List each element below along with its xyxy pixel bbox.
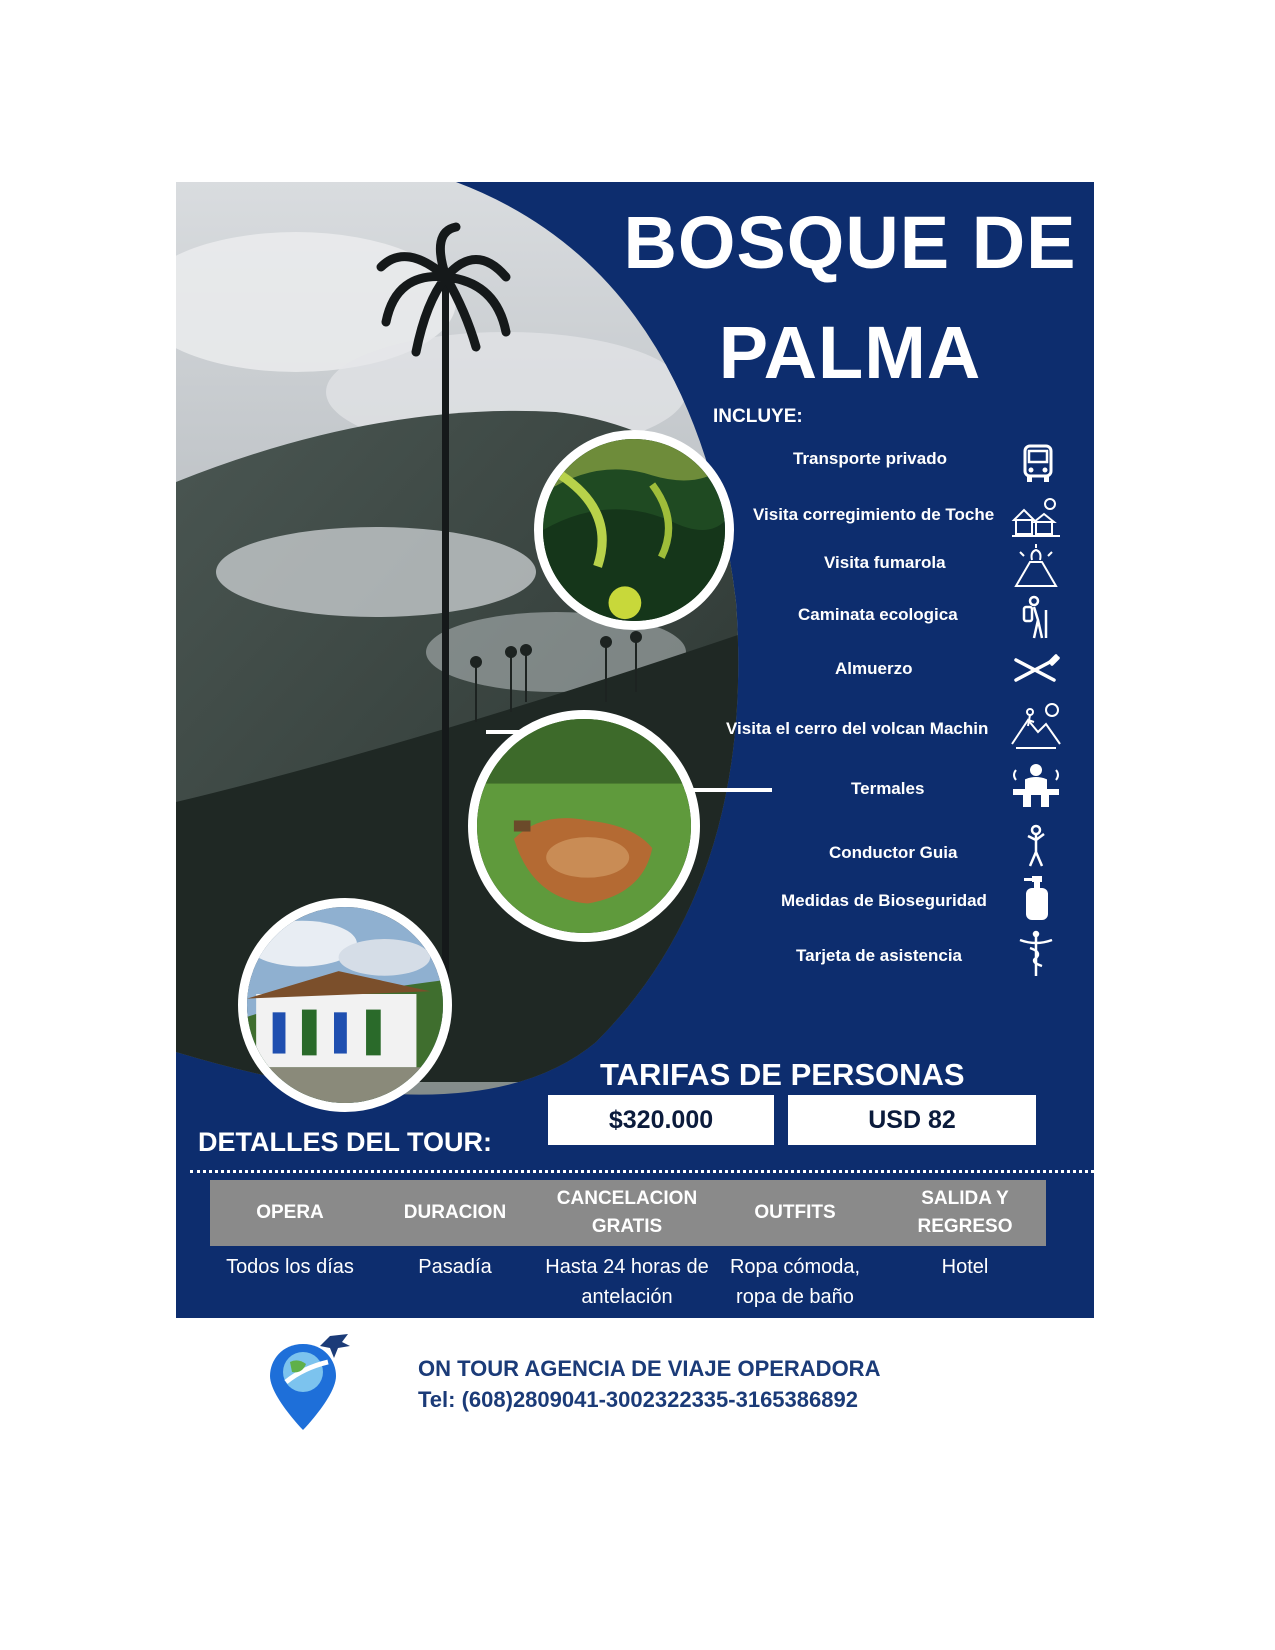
details-table-header: [210, 1180, 1046, 1246]
price-cop: $320.000: [608, 1105, 714, 1134]
value-opera: Todos los días: [226, 1256, 354, 1278]
value-cancelacion: Hasta 24 horas de antelación: [545, 1256, 709, 1308]
agency-logo-icon: [268, 1332, 353, 1432]
title-line-2: PALMA: [718, 311, 982, 394]
header-opera: OPERA: [256, 1202, 324, 1223]
volcano-icon: [1010, 544, 1062, 592]
hiker-icon: [1010, 594, 1062, 642]
mountain-climber-icon: [1010, 702, 1062, 750]
include-item-almuerzo: Almuerzo: [835, 659, 913, 678]
village-icon: [1010, 494, 1062, 542]
details-title: DETALLES DEL TOUR:: [198, 1127, 493, 1157]
include-item-machin: Visita el cerro del volcan Machin: [726, 719, 989, 738]
colonial-house-photo: [238, 898, 452, 1112]
tour-poster: [176, 182, 1094, 1318]
guide-icon: [1010, 822, 1062, 870]
value-salida: Hotel: [941, 1256, 989, 1278]
sanitizer-icon: [1010, 874, 1062, 922]
title-line-1: BOSQUE DE: [623, 201, 1077, 284]
hot-spring-icon: [1010, 762, 1062, 810]
medical-caduceus-icon: [1010, 930, 1062, 978]
price-cop-box: [548, 1095, 774, 1145]
header-cancelacion: CANCELACION GRATIS: [556, 1188, 698, 1237]
include-item-caminata: Caminata ecologica: [798, 605, 958, 624]
header-duracion: DURACION: [403, 1202, 507, 1223]
hot-springs-photo: [468, 710, 700, 942]
header-salida: SALIDA Y REGRESO: [917, 1188, 1013, 1237]
value-outfits: Ropa cómoda, ropa de baño: [729, 1256, 861, 1308]
dotted-divider: [190, 1170, 1094, 1173]
agency-name: ON TOUR AGENCIA DE VIAJE OPERADORA: [418, 1356, 881, 1381]
include-item-transporte: Transporte privado: [793, 449, 947, 468]
include-item-bioseguridad: Medidas de Bioseguridad: [781, 891, 987, 910]
tarifas-title: TARIFAS DE PERSONAS: [600, 1057, 965, 1092]
price-usd: USD 82: [868, 1105, 956, 1134]
include-item-conductor: Conductor Guia: [829, 843, 958, 862]
header-outfits: OUTFITS: [754, 1202, 836, 1223]
value-duracion: Pasadía: [418, 1256, 492, 1278]
bus-icon: [1012, 440, 1064, 488]
green-mountain-photo: [534, 430, 734, 630]
cutlery-icon: [1010, 646, 1062, 694]
include-item-fumarola: Visita fumarola: [824, 553, 946, 572]
include-item-termales: Termales: [851, 779, 925, 798]
agency-phone: Tel: (608)2809041-3002322335-3165386892: [418, 1387, 858, 1412]
price-usd-box: [788, 1095, 1036, 1145]
incluye-label: INCLUYE:: [713, 406, 803, 427]
tour-title: [606, 188, 1094, 408]
include-item-tarjeta: Tarjeta de asistencia: [796, 946, 962, 965]
include-item-toche: Visita corregimiento de Toche: [753, 505, 995, 524]
